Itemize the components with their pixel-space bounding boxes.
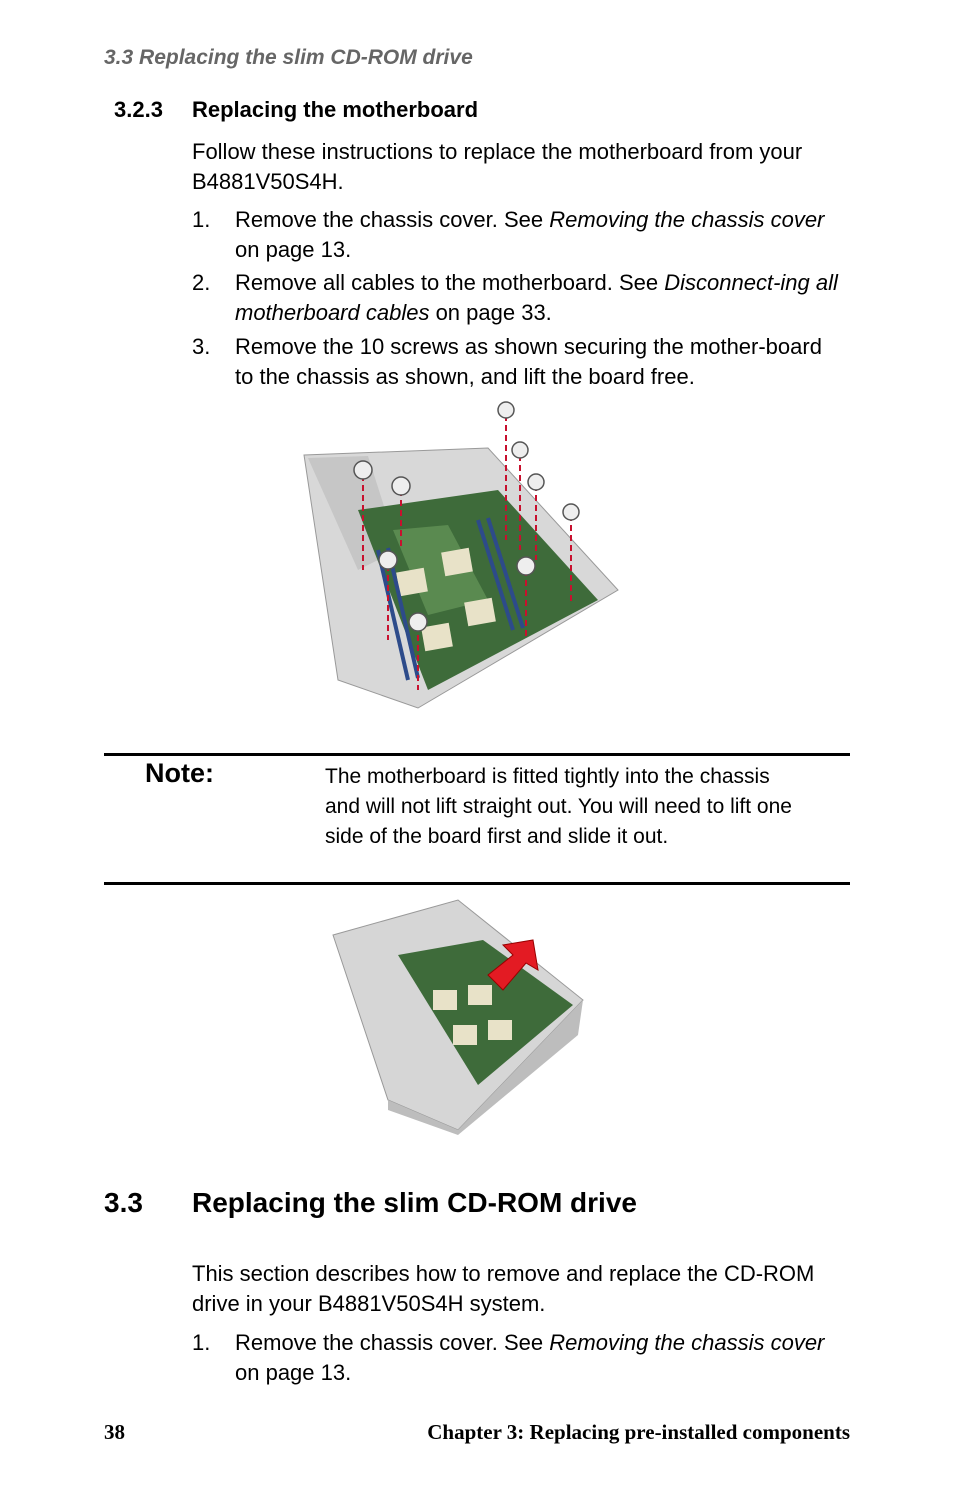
running-header: 3.3 Replacing the slim CD-ROM drive <box>104 46 473 69</box>
chapter-footer: Chapter 3: Replacing pre-installed components <box>427 1420 850 1444</box>
cross-reference-link[interactable]: Disconnect-ing all motherboard cables <box>235 270 838 325</box>
step-text: Remove the 10 screws as shown securing the mother-board to the chassis as shown, and lift the board free. <box>235 334 822 389</box>
step-number: 1. <box>192 207 211 232</box>
step-text: Remove all cables to the motherboard. See <box>235 270 665 295</box>
note-label: Note: <box>145 758 214 788</box>
note-top-divider <box>104 753 850 756</box>
step-text: on page 13. <box>235 1360 352 1385</box>
section-heading <box>104 1187 637 1219</box>
list-item <box>192 332 842 392</box>
subsection-heading <box>114 97 478 123</box>
step-number: 2. <box>192 270 211 295</box>
subsection-number: 3.2.3 <box>114 97 163 122</box>
note-bottom-divider <box>104 882 850 885</box>
step-number: 3. <box>192 334 211 359</box>
step-text: on page 13. <box>235 237 352 262</box>
motherboard-screws-figure <box>298 400 628 715</box>
subsection-title: Replacing the motherboard <box>192 97 479 122</box>
list-item <box>192 268 842 328</box>
page-number: 38 <box>104 1420 125 1444</box>
step-text: Remove the chassis cover. See <box>235 1330 550 1355</box>
step-number: 1. <box>192 1330 211 1355</box>
cross-reference-link[interactable]: Removing the chassis cover <box>549 207 825 232</box>
cross-reference-link[interactable]: Removing the chassis cover <box>549 1330 825 1355</box>
list-item <box>192 205 842 265</box>
section-number: 3.3 <box>104 1187 143 1218</box>
section-title: Replacing the slim CD-ROM drive <box>192 1187 637 1218</box>
intro-paragraph: Follow these instructions to replace the motherboard from your B4881V50S4H. <box>192 139 803 194</box>
step-text: Remove the chassis cover. See <box>235 207 550 232</box>
step-text: on page 33. <box>429 300 552 325</box>
list-item <box>192 1328 842 1388</box>
section-intro-paragraph: This section describes how to remove and replace the CD-ROM drive in your B4881V50S4H system. <box>192 1261 815 1316</box>
note-text: The motherboard is fitted tightly into the chassis and will not lift straight out. You will need to lift one side of the board first and slide it out. <box>325 765 792 848</box>
motherboard-lift-figure <box>328 895 588 1135</box>
